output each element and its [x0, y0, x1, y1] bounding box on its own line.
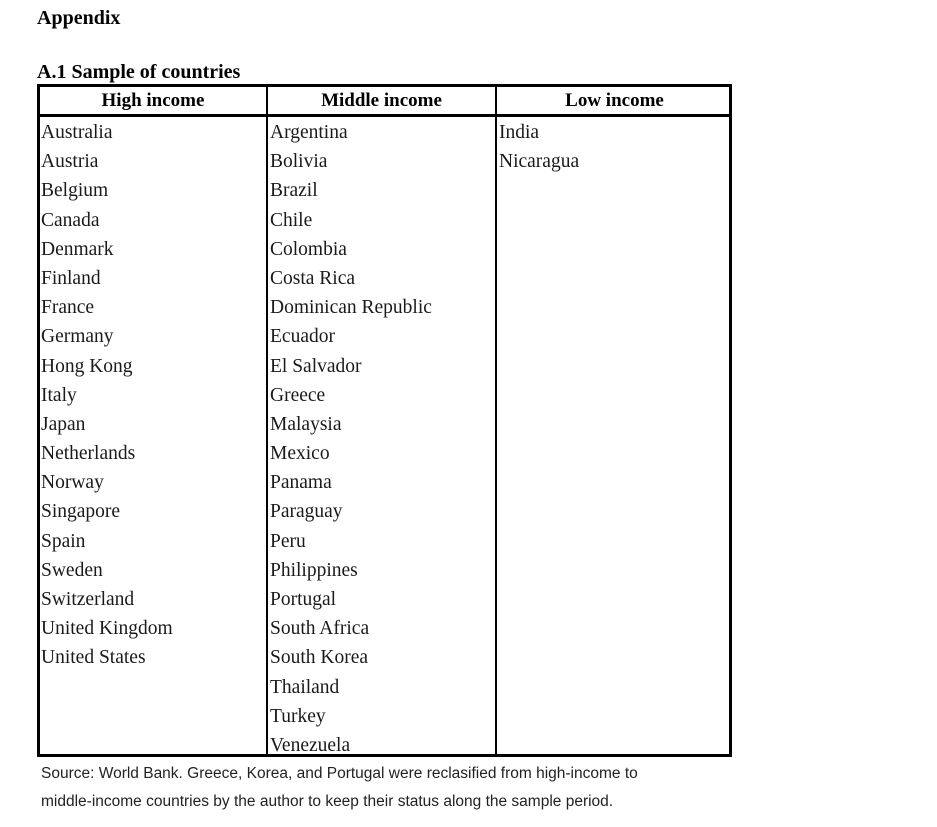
country-item: South Korea	[270, 647, 369, 669]
country-item: Venezuela	[270, 734, 351, 756]
country-item: Norway	[41, 472, 104, 494]
column-divider	[495, 87, 497, 754]
country-item: Portugal	[270, 589, 337, 610]
country-item: Nicaragua	[499, 151, 580, 173]
source-note-line-1: Source: World Bank. Greece, Korea, and Portugal were reclasified from high-income to	[41, 765, 638, 782]
country-item: Canada	[41, 209, 100, 231]
country-item: Finland	[41, 267, 101, 289]
country-item: Germany	[41, 326, 114, 348]
source-note-line-2: middle-income countries by the author to keep their status along the sample period.	[41, 793, 614, 810]
source-note	[41, 760, 741, 816]
high-income-list	[41, 118, 173, 673]
country-item: Spain	[41, 530, 86, 552]
header-middle-income: Middle income	[321, 90, 442, 111]
country-item: Chile	[270, 209, 313, 231]
country-item: Switzerland	[41, 589, 135, 610]
country-item: Peru	[270, 530, 306, 552]
middle-income-list	[270, 118, 432, 760]
country-item: Argentina	[270, 122, 348, 143]
country-item: Sweden	[41, 559, 103, 581]
country-item: Brazil	[270, 180, 318, 202]
country-item: Philippines	[270, 559, 358, 581]
column-divider	[266, 87, 268, 754]
country-item: Dominican Republic	[270, 297, 432, 319]
country-item: Paraguay	[270, 501, 343, 523]
countries-table	[37, 84, 732, 757]
section-heading: A.1 Sample of countries	[37, 61, 241, 83]
header-low-income: Low income	[565, 90, 664, 111]
country-item: India	[499, 122, 540, 143]
country-item: Costa Rica	[270, 267, 356, 289]
country-item: Colombia	[270, 238, 347, 260]
country-item: Australia	[41, 122, 113, 143]
country-item: Ecuador	[270, 326, 335, 348]
country-item: Greece	[270, 384, 326, 406]
country-item: Japan	[41, 413, 86, 435]
country-item: Belgium	[41, 180, 109, 202]
country-item: El Salvador	[270, 355, 362, 377]
country-item: United Kingdom	[41, 618, 173, 640]
country-item: Italy	[41, 384, 77, 406]
country-item: Denmark	[41, 238, 114, 260]
country-item: United States	[41, 647, 146, 669]
country-item: South Africa	[270, 618, 370, 640]
header-divider	[40, 114, 729, 117]
country-item: France	[41, 297, 95, 319]
appendix-heading: Appendix	[37, 7, 121, 29]
low-income-list	[499, 118, 579, 176]
country-item: Hong Kong	[41, 355, 133, 377]
country-item: Malaysia	[270, 413, 342, 435]
country-item: Thailand	[270, 676, 340, 698]
country-item: Turkey	[270, 705, 326, 727]
country-item: Panama	[270, 472, 332, 494]
header-high-income: High income	[101, 90, 205, 111]
country-item: Netherlands	[41, 443, 136, 465]
country-item: Mexico	[270, 443, 330, 465]
country-item: Singapore	[41, 501, 121, 523]
country-item: Austria	[41, 151, 99, 173]
country-item: Bolivia	[270, 151, 328, 173]
